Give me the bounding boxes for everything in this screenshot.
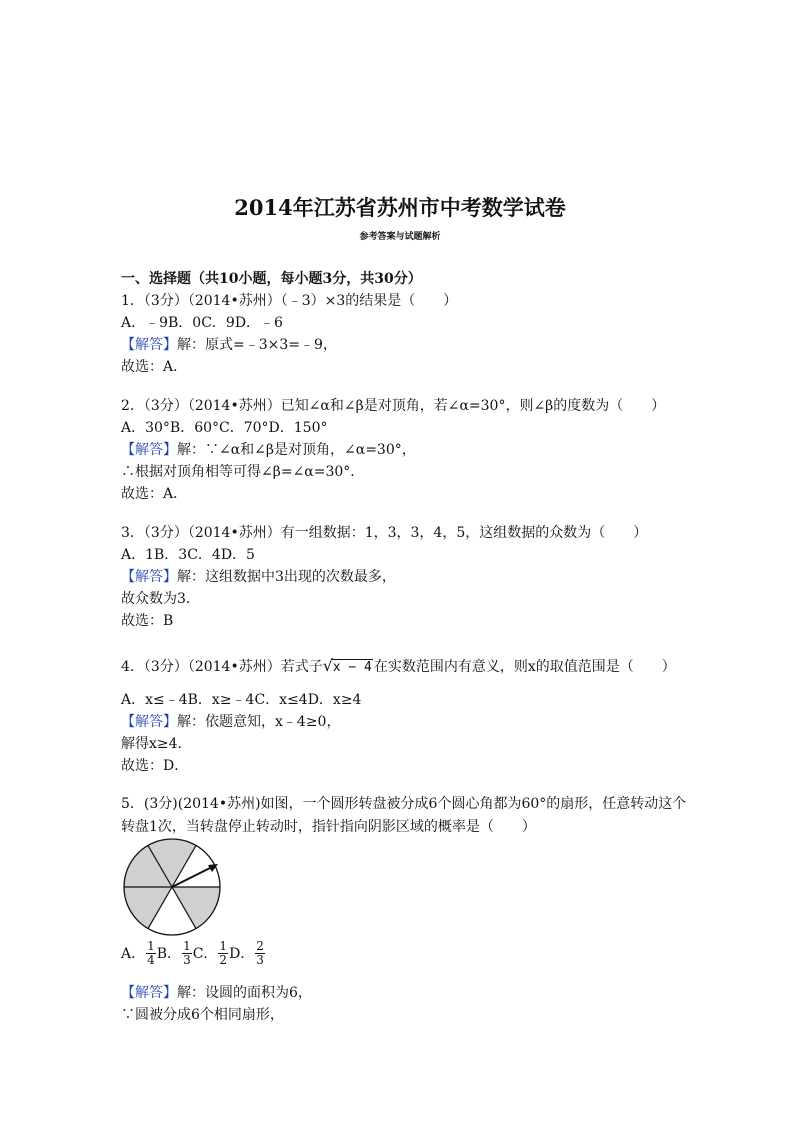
option-label: A．	[121, 945, 146, 962]
q3-answer	[121, 566, 396, 586]
q3-options: A．1B．3C．4D．5	[121, 547, 255, 563]
q1-answer-text: 解：原式=﹣3×3=﹣9，	[177, 337, 337, 353]
q1-answer	[121, 334, 337, 354]
q4-stem	[121, 656, 676, 676]
q2-stem: 2．（3分）（2014•苏州）已知∠α和∠β是对顶角，若∠α=30°，则∠β的度数为（ ）	[121, 398, 666, 414]
radicand: x − 4	[332, 660, 372, 675]
q3-choice: 故选：B	[121, 613, 174, 629]
q4-stem-after: 在实数范围内有意义，则x的取值范围是（ ）	[373, 659, 676, 675]
q5-stem-line2: 转盘1次，当转盘停止转动时，指针指向阴影区域的概率是（ ）	[121, 819, 536, 835]
q2-answer	[121, 439, 416, 459]
q1-options: A．﹣9B．0C．9D．﹣6	[121, 315, 283, 331]
denominator: 3	[256, 953, 264, 967]
q3-answer-text: 解：这组数据中3出现的次数最多，	[177, 569, 396, 585]
numerator: 1	[219, 939, 228, 953]
numerator: 2	[256, 939, 264, 953]
denominator: 4	[147, 953, 155, 967]
option-label: C．	[192, 945, 218, 962]
page-subtitle: 参考答案与试题解析	[359, 232, 441, 242]
option-fraction	[182, 940, 192, 967]
q4-solve: 解得x≥4．	[121, 736, 192, 752]
q5-answer	[121, 982, 312, 1002]
answer-tag: 【解答】	[121, 985, 177, 1001]
q4-answer-text: 解：依题意知，x﹣4≥0，	[177, 714, 341, 730]
answer-tag: 【解答】	[121, 337, 177, 353]
q4-stem-before: 4．（3分）（2014•苏州）若式子	[121, 659, 323, 675]
answer-tag: 【解答】	[121, 569, 177, 585]
page-title: 2014年江苏省苏州市中考数学试卷	[234, 195, 566, 220]
q4-options: A．x≤﹣4B．x≥﹣4C．x≤4D．x≥4	[121, 692, 362, 708]
q3-mode: 故众数为3．	[121, 591, 200, 607]
q3-stem: 3．（3分）（2014•苏州）有一组数据：1，3，3，4，5，这组数据的众数为（ ）	[121, 525, 648, 541]
option-fraction	[255, 940, 265, 967]
option-fraction	[218, 940, 228, 967]
numerator: 1	[183, 939, 191, 953]
q2-reasoning: ∴根据对顶角相等可得∠β=∠α=30°．	[121, 464, 365, 480]
q2-choice: 故选：A．	[121, 486, 188, 502]
answer-tag: 【解答】	[121, 714, 177, 730]
q1-stem: 1．（3分）（2014•苏州）（﹣3）×3的结果是（ ）	[121, 293, 458, 309]
q5-options	[121, 940, 266, 967]
answer-tag: 【解答】	[121, 442, 177, 458]
denominator: 3	[183, 953, 191, 967]
q5-reasoning: ∵圆被分成6个相同扇形，	[121, 1007, 284, 1023]
q2-options: A．30°B．60°C．70°D．150°	[121, 420, 328, 436]
numerator: 1	[147, 939, 155, 953]
option-label: D．	[229, 945, 255, 962]
option-fraction	[146, 940, 156, 967]
section-heading: 一、选择题（共10小题，每小题3分，共30分）	[121, 271, 422, 287]
q5-stem-line1: 5．(3分)(2014•苏州)如图，一个圆形转盘被分成6个圆心角都为60°的扇形，任意转动这个	[121, 796, 687, 812]
q5-answer-text: 解：设圆的面积为6，	[177, 985, 312, 1001]
q4-choice: 故选：D．	[121, 758, 189, 774]
q1-choice: 故选：A．	[121, 359, 188, 375]
q2-answer-text: 解：∵∠α和∠β是对顶角，∠α=30°，	[177, 442, 416, 458]
q4-answer	[121, 711, 340, 731]
denominator: 2	[219, 953, 228, 967]
square-root: √ x − 4	[322, 656, 372, 675]
option-label: B．	[156, 945, 182, 962]
spinner-diagram	[121, 836, 223, 938]
